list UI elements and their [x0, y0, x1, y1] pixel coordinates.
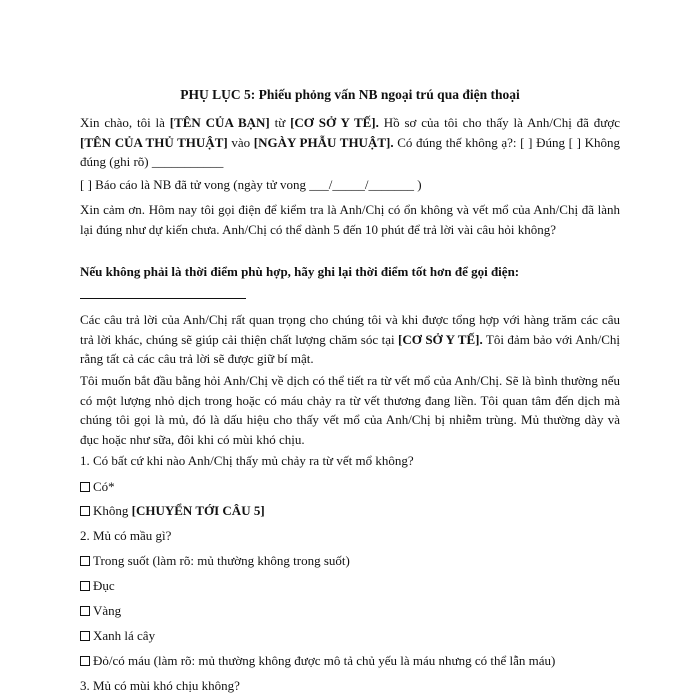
q2-option: Trong suốt (làm rõ: mủ thường không trong suốt): [80, 551, 350, 570]
question-3: 3. Mủ có mùi khó chịu không?: [80, 678, 240, 693]
question-1: 1. Có bất cứ khi nào Anh/Chị thấy mủ chảy ra từ vết mổ không?: [80, 453, 414, 468]
q2-option: Xanh lá cây: [80, 626, 155, 645]
deceased-line: [ ] Báo cáo là NB đã tử vong (ngày tử vong ___/_____/_______ ): [80, 177, 422, 192]
q2-option: Đục: [80, 576, 115, 595]
q1-option-no: Không [CHUYỂN TỚI CÂU 5]: [80, 501, 265, 520]
importance-paragraph: Các câu trả lời của Anh/Chị rất quan trọng cho chúng tôi và khi được tổng hợp với hàng trăm các câu trả lời khác, chúng sẽ giúp cải thiện chất lượng chăm sóc tại [CƠ SỞ Y TẾ]. Tôi đảm bảo với Anh/Chị rằng tất cả các câu trả lời sẽ được giữ bí mật.: [80, 312, 621, 366]
thanks-paragraph: Xin cảm ơn. Hôm nay tôi gọi điện để kiểm tra là Anh/Chị có ổn không và vết mổ của Anh/Chị đã lành lại đúng như dự kiến chưa. Anh/Chị có thể dành 5 đến 10 phút để trả lời vài câu hỏi không?: [80, 202, 620, 237]
page-title: PHỤ LỤC 5: Phiếu phỏng vấn NB ngoại trú qua điện thoại: [180, 87, 520, 102]
checkbox[interactable]: [80, 631, 90, 641]
reschedule-instruction: Nếu không phải là thời điểm phù hợp, hãy ghi lại thời điểm tốt hơn để gọi điện:: [80, 264, 520, 279]
explanation-paragraph: Tôi muốn bắt đầu bằng hỏi Anh/Chị về dịch có thể tiết ra từ vết mổ của Anh/Chị. Sẽ là bình thường nếu có một lượng nhỏ dịch trong hoặc có máu chảy ra từ vết thương đang liền. Tôi quan tâm đến dịch mà chúng tôi gọi là mủ, đó là dấu hiệu cho thấy vết mổ của Anh/Chị bị nhiễm trùng. Mủ thường dày và đục hoặc như sữa, đôi khi có mùi khó chịu.: [80, 373, 620, 447]
intro-paragraph: Xin chào, tôi là [TÊN CỦA BẠN] từ [CƠ SỞ Y TẾ]. Hồ sơ của tôi cho thấy là Anh/Chị đã được [TÊN CỦA THỦ THUẬT] vào [NGÀY PHẪU THUẬT]. Có đúng thế không ạ?: [ ] Đúng [ ] Không đúng (ghi rõ) ___________: [80, 115, 620, 169]
q2-option: Vàng: [80, 601, 121, 620]
q1-option-yes: Có*: [80, 477, 115, 496]
answer-blank-line: [80, 298, 246, 299]
q2-option: Đỏ/có máu (làm rõ: mủ thường không được mô tả chủ yếu là máu nhưng có thể lẫn máu): [80, 651, 555, 670]
checkbox[interactable]: [80, 482, 90, 492]
checkbox[interactable]: [80, 581, 90, 591]
checkbox[interactable]: [80, 556, 90, 566]
checkbox[interactable]: [80, 606, 90, 616]
question-2: 2. Mủ có mầu gì?: [80, 528, 172, 543]
checkbox[interactable]: [80, 506, 90, 516]
checkbox[interactable]: [80, 656, 90, 666]
